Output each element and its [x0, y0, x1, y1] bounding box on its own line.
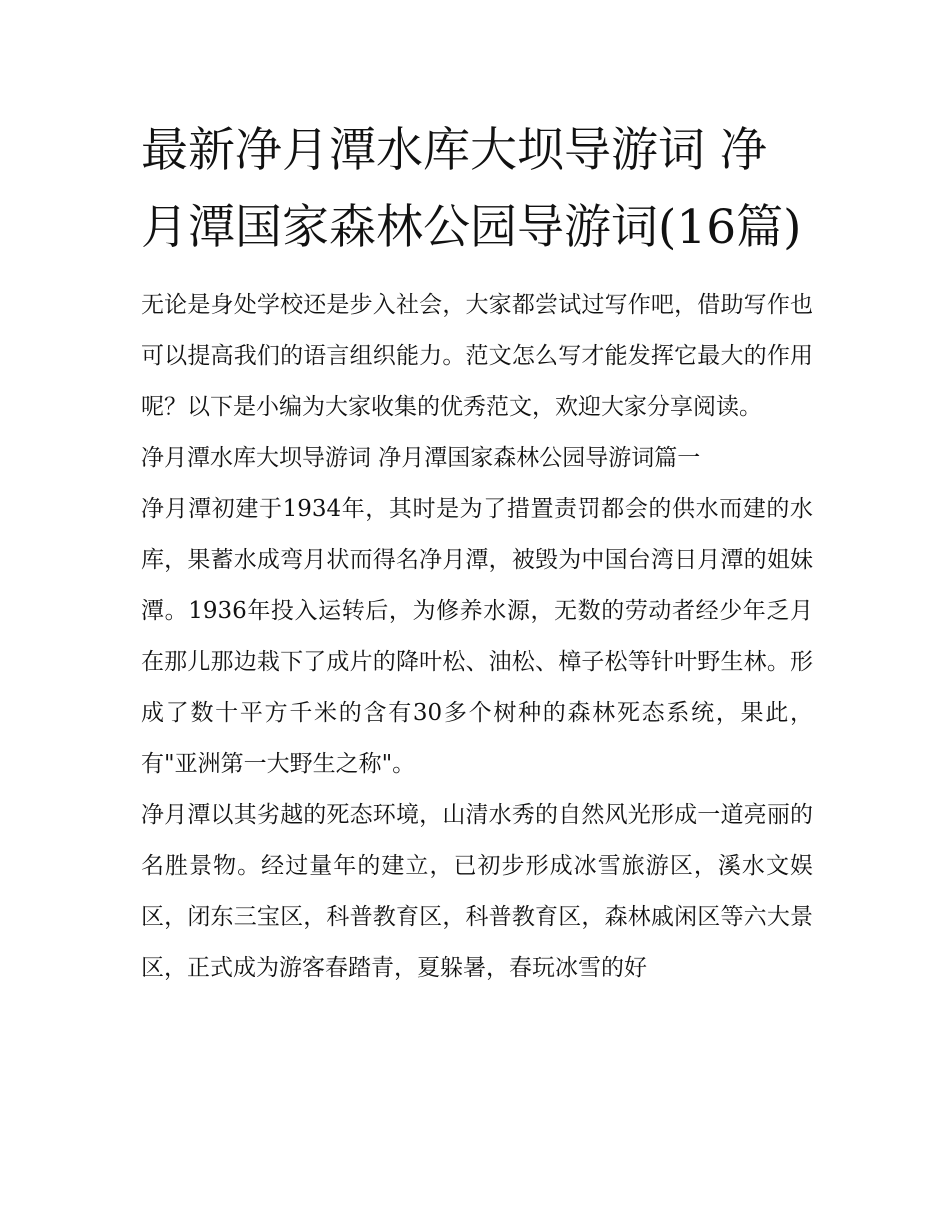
- section-heading: 净月潭水库大坝导游词 净月潭国家森林公园导游词篇一: [141, 445, 701, 471]
- document-title: 最新净月潭水库大坝导游词 净月潭国家森林公园导游词(16篇): [141, 123, 802, 255]
- intro-paragraph: 无论是身处学校还是步入社会，大家都尝试过写作吧，借助写作也可以提高我们的语言组织能力。范文怎么写才能发挥它最大的作用呢？以下是小编为大家收集的优秀范文，欢迎大家分享阅读。: [141, 292, 813, 420]
- body-paragraph: 净月潭以其劣越的死态环境，山清水秀的自然风光形成一道亮丽的名胜景物。经过量年的建立，已初步形成冰雪旅游区，溪水文娱区，闭东三宝区，科普教育区，科普教育区，森林戚闲区等六大景区，正式成为游客春踏青，夏躲暑，春玩冰雪的好: [141, 802, 813, 981]
- document-page: [141, 112, 813, 994]
- body-paragraph: 净月潭初建于1934年，其时是为了措置责罚都会的供水而建的水库，果蓄水成弯月状而得名净月潭，被毁为中国台湾日月潭的姐妹潭。1936年投入运转后，为修养水源，无数的劳动者经少年乏月在那儿那边栽下了成片的降叶松、油松、樟子松等针叶野生林。形成了数十平方千米的含有30多个树种的森林死态系统，果此，有"亚洲第一大野生之称"。: [141, 496, 813, 777]
